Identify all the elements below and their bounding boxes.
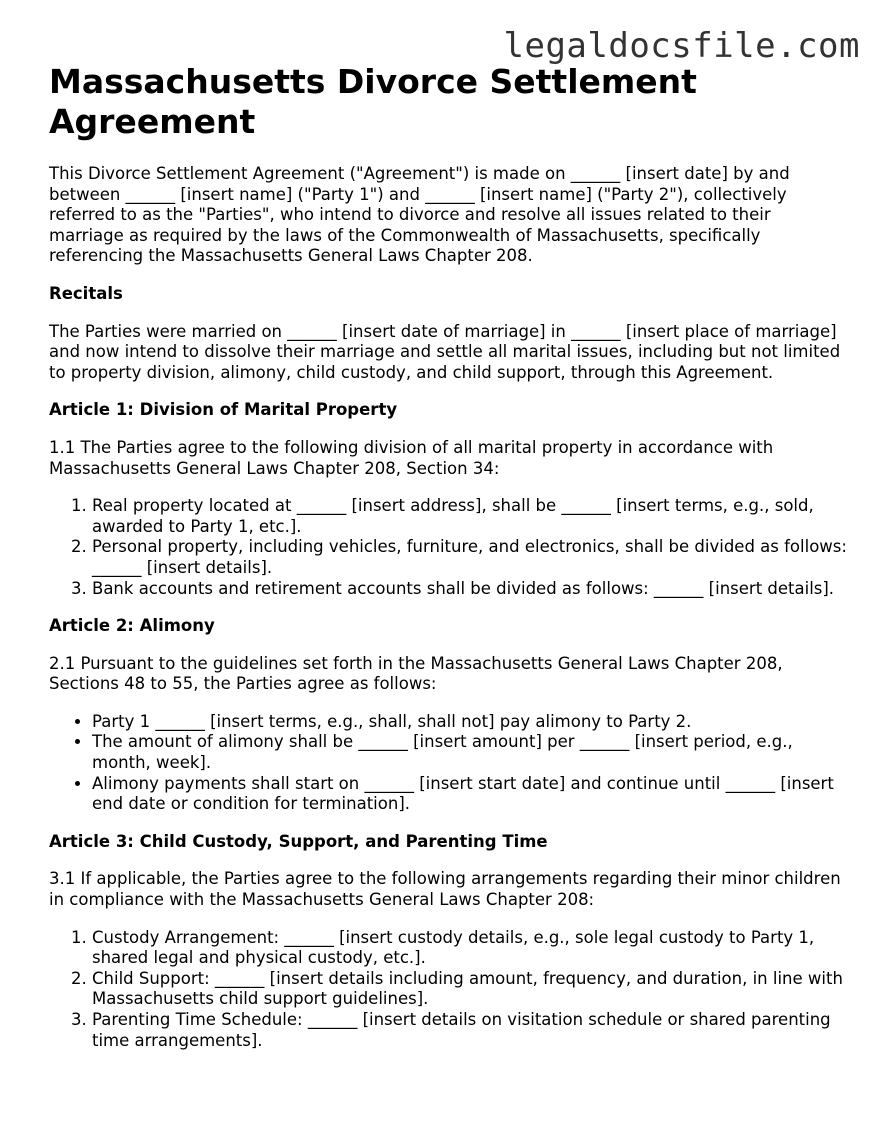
site-watermark: legaldocsfile.com bbox=[503, 26, 860, 66]
article-2-list bbox=[49, 712, 849, 815]
article-1-list bbox=[49, 496, 849, 599]
article-3-list bbox=[49, 928, 849, 1052]
article-1-paragraph: 1.1 The Parties agree to the following division of all marital property in accordance with Massachusetts General Laws Chapter 208, Section 34: bbox=[49, 437, 774, 478]
list-item: • Alimony payments shall start on ______ [insert start date] and continue until ______ [insert end date or condition for termination]. bbox=[92, 774, 849, 815]
article-3-paragraph: 3.1 If applicable, the Parties agree to the following arrangements regarding their minor children in compliance with the Massachusetts General Laws Chapter 208: bbox=[49, 869, 841, 910]
recitals-heading: Recitals bbox=[49, 283, 123, 303]
article-2-paragraph: 2.1 Pursuant to the guidelines set forth in the Massachusetts General Laws Chapter 208, Sections 48 to 55, the Parties agree as follows: bbox=[49, 653, 783, 694]
list-item: 2. Personal property, including vehicles, furniture, and electronics, shall be divided as follows: ______ [insert details]. bbox=[92, 537, 849, 578]
article-1-heading: Article 1: Division of Marital Property bbox=[49, 400, 398, 420]
recitals-paragraph: The Parties were married on ______ [insert date of marriage] in ______ [insert place of marriage] and now intend to dissolve their marriage and settle all marital issues, including but not limited to property division, alimony, child custody, and child support, through this Agreement. bbox=[49, 321, 841, 382]
list-item: 1. Custody Arrangement: ______ [insert custody details, e.g., sole legal custody to Party 1, shared legal and physical custody, etc.]. bbox=[92, 928, 849, 969]
list-item: • Party 1 ______ [insert terms, e.g., shall, shall not] pay alimony to Party 2. bbox=[92, 712, 849, 733]
article-2-heading: Article 2: Alimony bbox=[49, 616, 215, 636]
list-item: 3. Bank accounts and retirement accounts shall be divided as follows: ______ [insert details]. bbox=[92, 579, 849, 600]
list-item: 1. Real property located at ______ [insert address], shall be ______ [insert terms, e.g., sold, awarded to Party 1, etc.]. bbox=[92, 496, 849, 537]
article-3-heading: Article 3: Child Custody, Support, and Parenting Time bbox=[49, 831, 548, 851]
intro-paragraph: This Divorce Settlement Agreement ("Agreement") is made on ______ [insert date] by and between ______ [insert name] ("Party 1") and ______ [insert name] ("Party 2"), collectively referred to as the "Parties", who intend to divorce and resolve all issues related to their marriage as required by the laws of the Commonwealth of Massachusetts, specifically referencing the Massachusetts General Laws Chapter 208. bbox=[49, 164, 790, 266]
document-title: Massachusetts Divorce Settlement Agreement bbox=[49, 62, 697, 141]
list-item: 2. Child Support: ______ [insert details including amount, frequency, and duration, in line with Massachusetts child support guidelines]. bbox=[92, 969, 849, 1010]
document-body bbox=[49, 62, 849, 1068]
list-item: 3. Parenting Time Schedule: ______ [insert details on visitation schedule or shared parenting time arrangements]. bbox=[92, 1010, 849, 1051]
list-item: • The amount of alimony shall be ______ [insert amount] per ______ [insert period, e.g., month, week]. bbox=[92, 732, 849, 773]
